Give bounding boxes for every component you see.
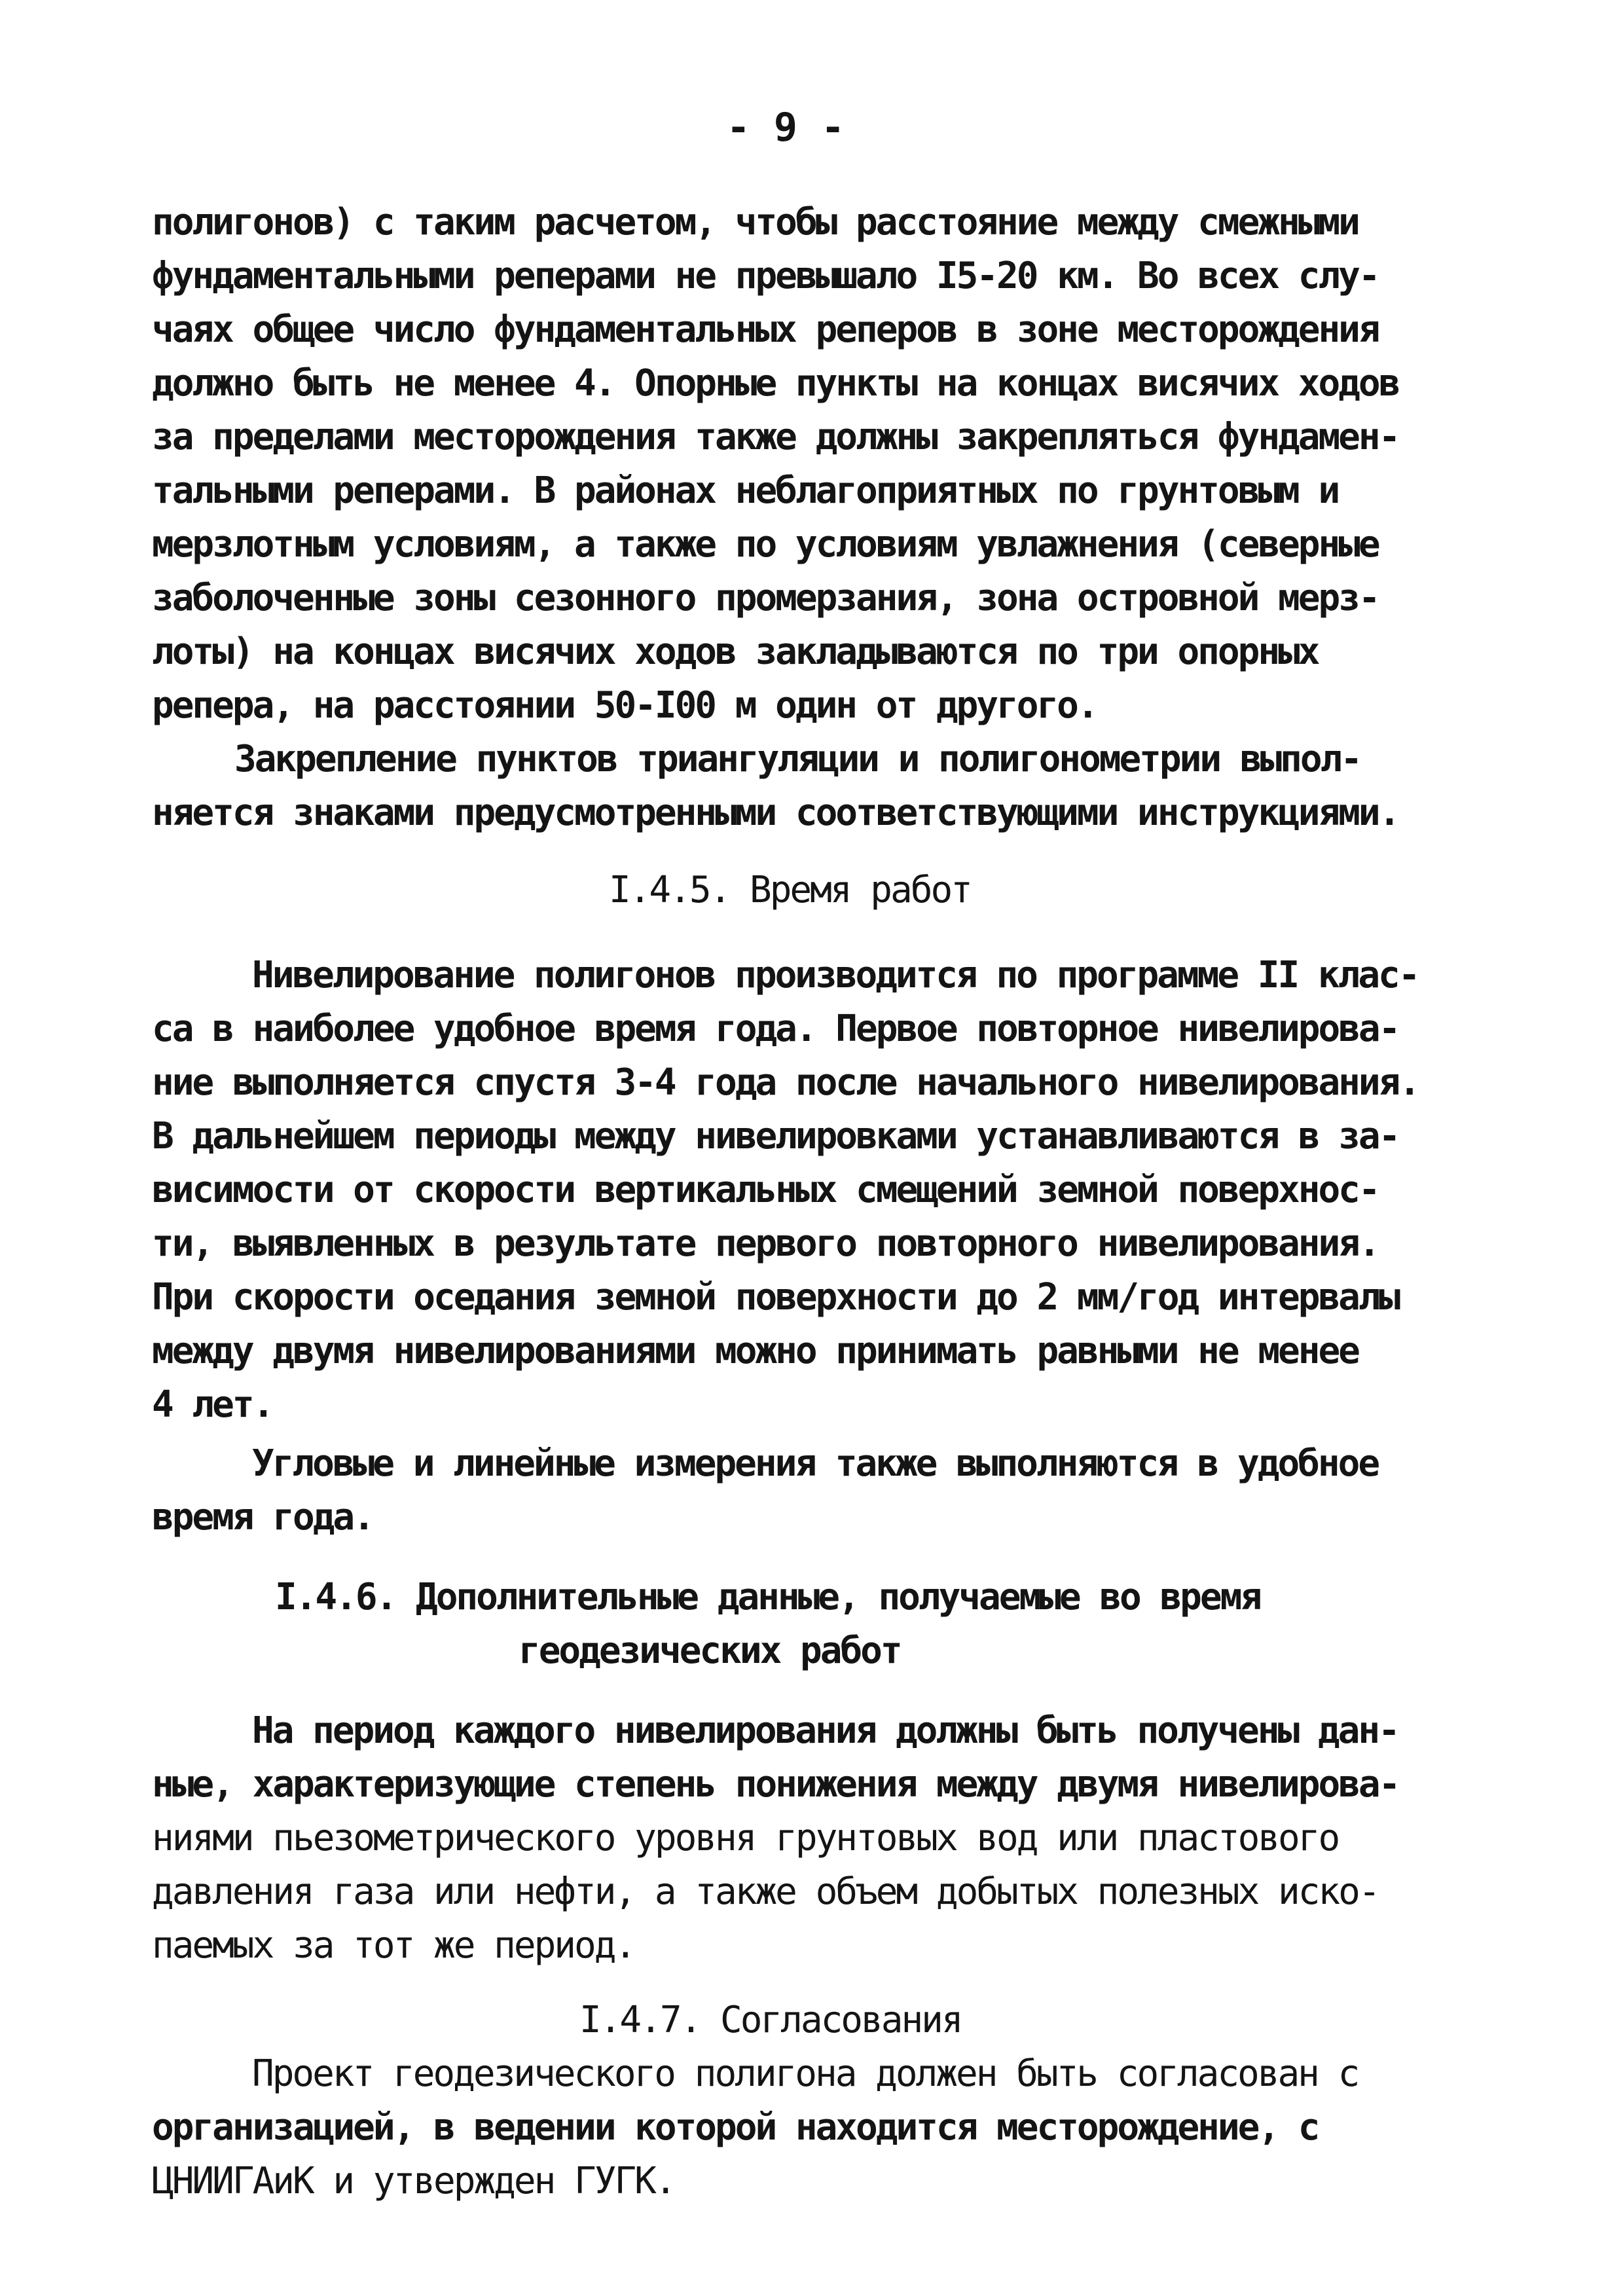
- text-line: При скорости оседания земной поверхности до 2 мм/год интервалы: [152, 1276, 1399, 1319]
- text-line: В дальнейшем периоды между нивелировками устанавливаются в за-: [152, 1115, 1399, 1157]
- text-line: висимости от скорости вертикальных смещений земной поверхнос-: [152, 1169, 1379, 1211]
- text-line: Проект геодезического полигона должен быть согласован с: [252, 2052, 1359, 2095]
- text-line: са в наиболее удобное время года. Первое повторное нивелирова-: [152, 1008, 1399, 1050]
- text-line: чаях общее число фундаментальных реперов в зоне месторождения: [152, 308, 1379, 351]
- text-line: организацией, в ведении которой находится месторождение, с: [152, 2106, 1319, 2149]
- text-line: Нивелирование полигонов производится по программе II клас-: [252, 954, 1419, 996]
- text-line: Угловые и линейные измерения также выполняются в удобное: [252, 1442, 1379, 1485]
- text-line: давления газа или нефти, а также объем добытых полезных иско-: [152, 1870, 1379, 1913]
- text-line: ние выполняется спустя 3-4 года после начального нивелирования.: [152, 1061, 1419, 1104]
- section-heading-1-4-7: I.4.7. Согласования: [579, 1999, 962, 2041]
- text-line: время года.: [152, 1496, 373, 1539]
- text-line: ные, характеризующие степень понижения между двумя нивелирова-: [152, 1763, 1399, 1806]
- text-line: заболоченные зоны сезонного промерзания, зона островной мерз-: [152, 577, 1379, 619]
- text-line: мерзлотным условиям, а также по условиям увлажнения (северные: [152, 523, 1379, 566]
- text-line: лоты) на концах висячих ходов закладываются по три опорных: [152, 630, 1319, 673]
- text-line: между двумя нивелированиями можно принимать равными не менее: [152, 1330, 1359, 1372]
- text-line: должно быть не менее 4. Опорные пункты на концах висячих ходов: [152, 362, 1399, 405]
- text-line: полигонов) с таким расчетом, чтобы расстояние между смежными: [152, 201, 1359, 244]
- section-heading-1-4-5: I.4.5. Время работ: [609, 869, 971, 911]
- text-line: ЦНИИГАиК и утвержден ГУГК.: [152, 2160, 675, 2202]
- section-heading-1-4-6: I.4.6. Дополнительные данные, получаемые во время: [275, 1576, 1261, 1618]
- text-line: фундаментальными реперами не превышало I5-20 км. Во всех слу-: [152, 255, 1379, 297]
- text-line: няется знаками предусмотренными соответствующими инструкциями.: [152, 792, 1399, 834]
- text-line: 4 лет.: [152, 1383, 273, 1426]
- text-line: ти, выявленных в результате первого повторного нивелирования.: [152, 1222, 1379, 1265]
- text-line: тальными реперами. В районах неблагоприятных по грунтовым и: [152, 469, 1339, 512]
- text-line: репера, на расстоянии 50-I00 м один от другого.: [152, 684, 1097, 727]
- section-heading-1-4-6-continued: геодезических работ: [519, 1630, 901, 1672]
- text-line: ниями пьезометрического уровня грунтовых вод или пластового: [152, 1817, 1339, 1859]
- text-line: Закрепление пунктов триангуляции и полигонометрии выпол-: [234, 738, 1361, 780]
- text-line: за пределами месторождения также должны закрепляться фундамен-: [152, 416, 1399, 458]
- text-line: На период каждого нивелирования должны быть получены дан-: [252, 1709, 1398, 1752]
- text-line: паемых за тот же период.: [152, 1924, 635, 1967]
- page-number: - 9 -: [726, 105, 845, 151]
